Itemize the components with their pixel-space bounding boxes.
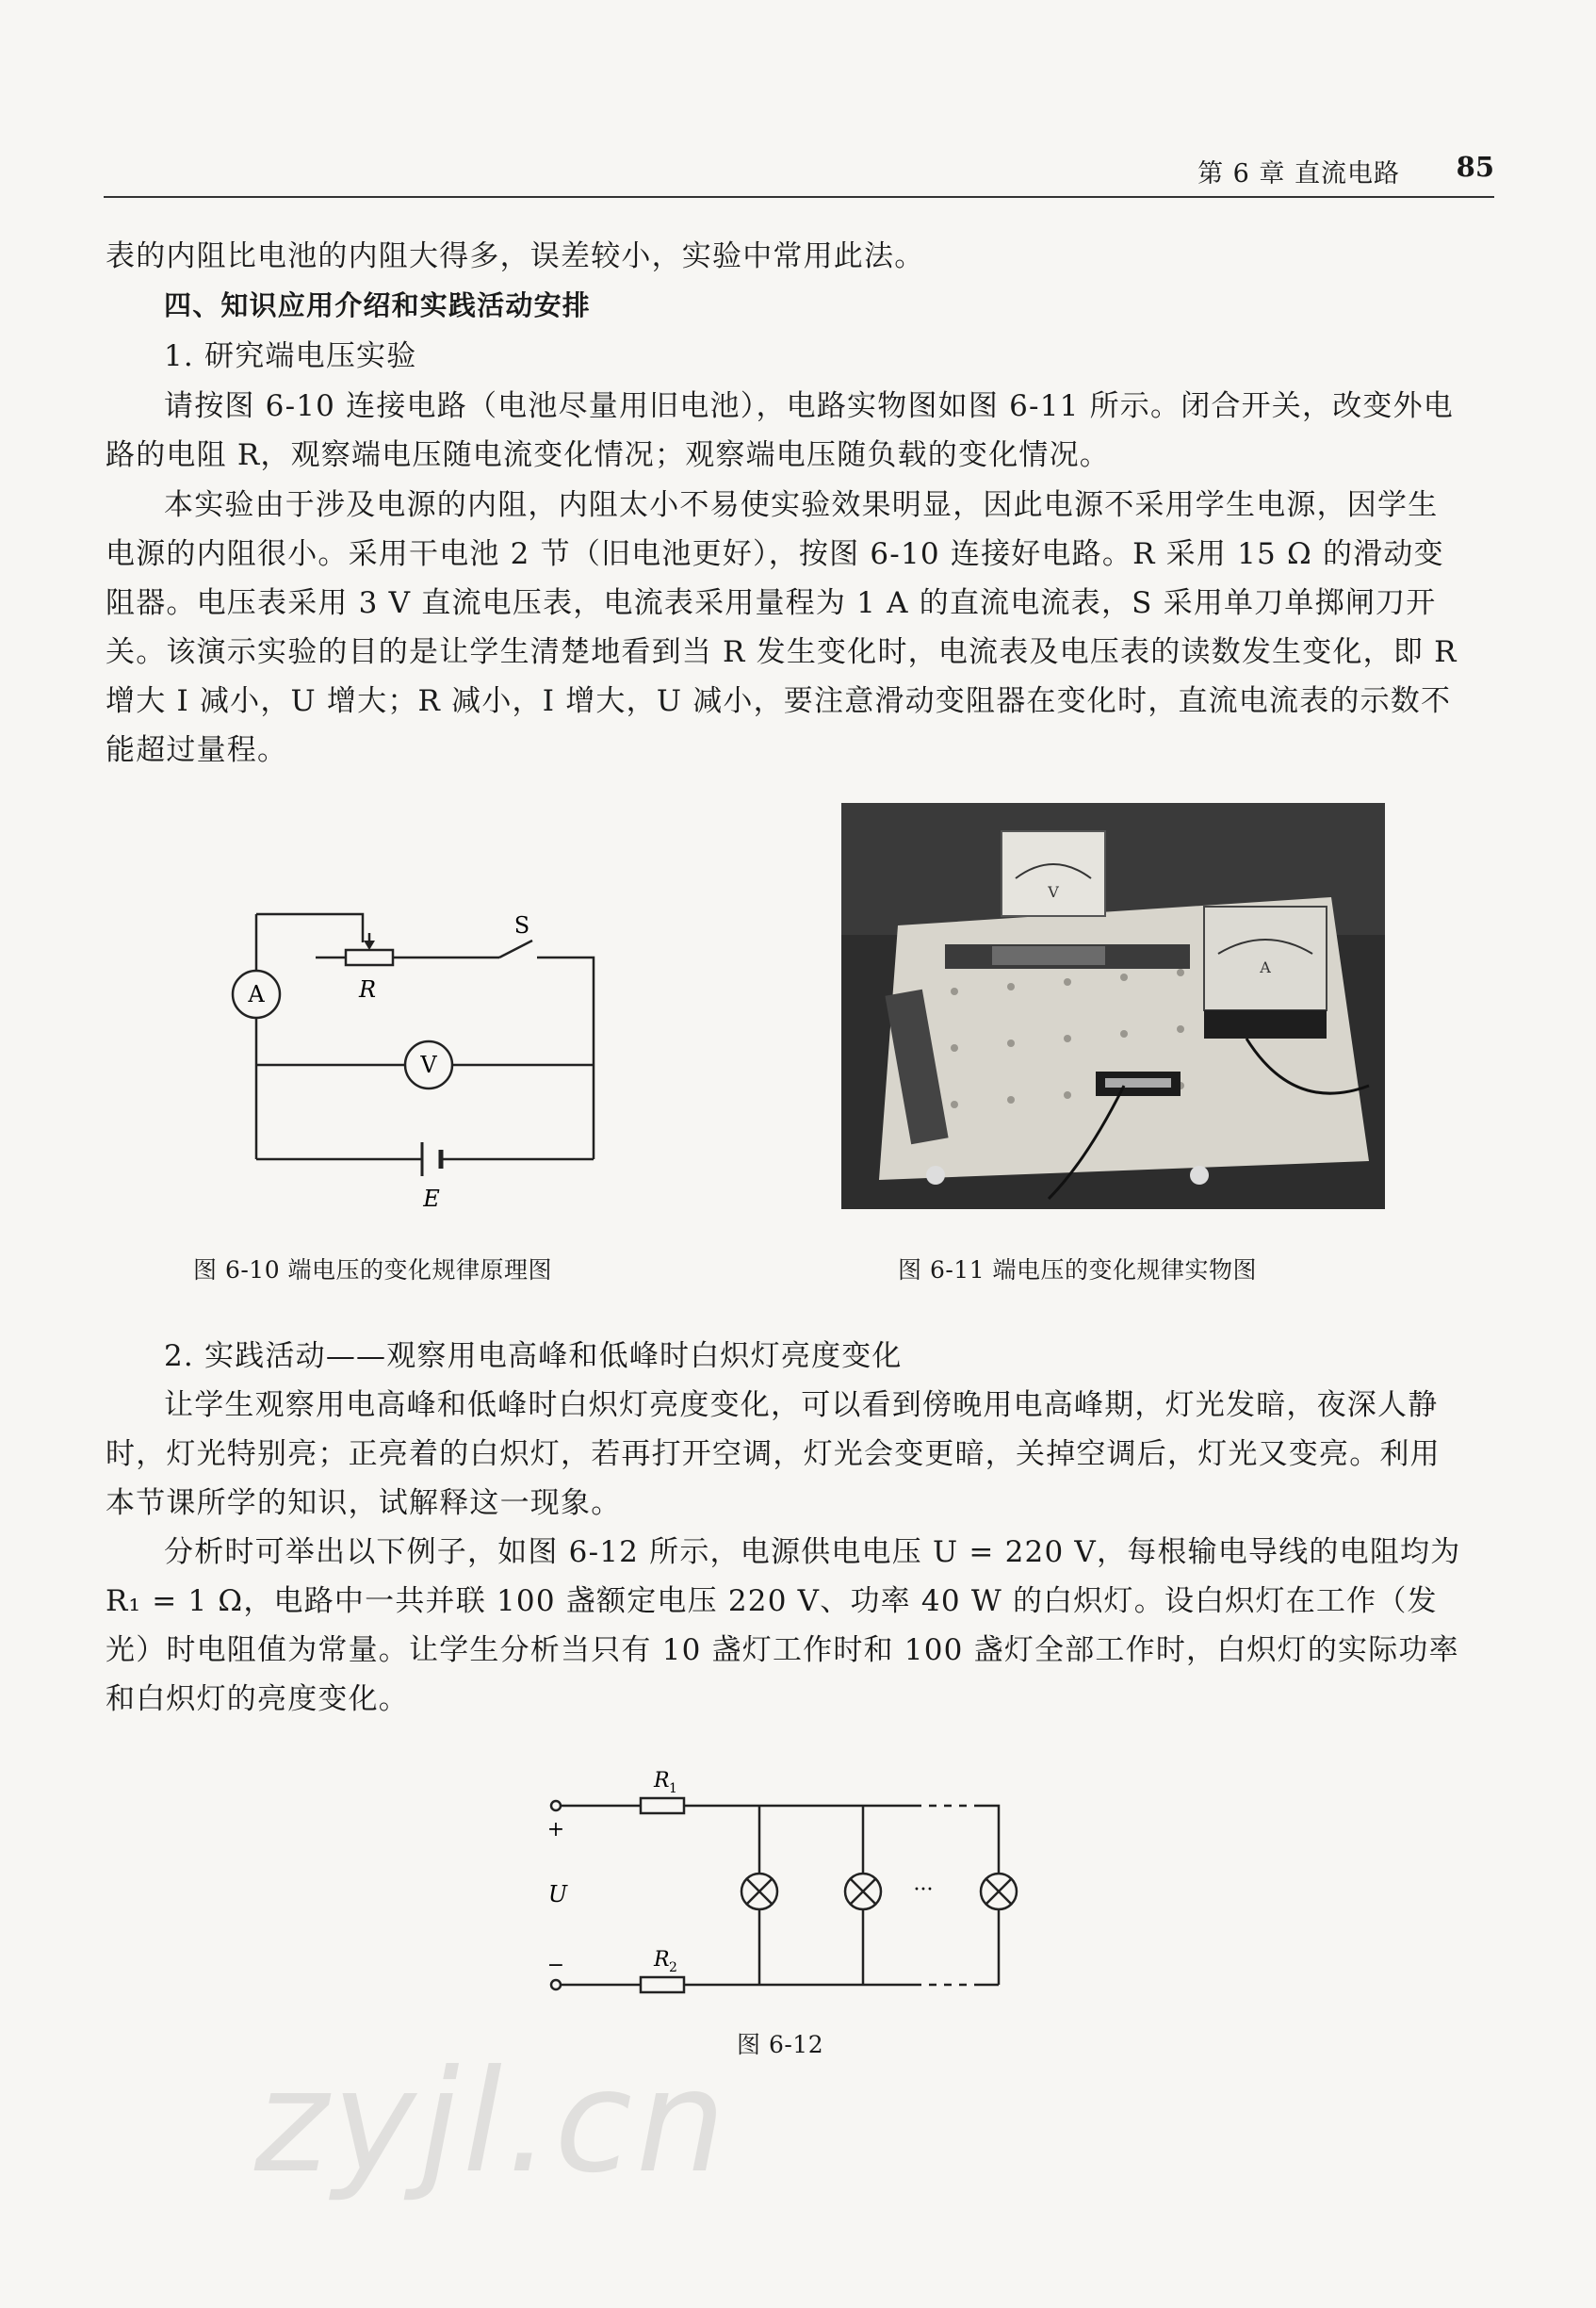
- figure-6-10-caption: 图 6-10 端电压的变化规律原理图: [193, 1256, 553, 1284]
- voltmeter-label: V: [420, 1052, 437, 1078]
- r1-subscript: 1: [669, 1781, 677, 1796]
- minus-terminal-label: −: [546, 1954, 565, 1977]
- paragraph-2: 本实验由于涉及电源的内阻，内阻太小不易使实验效果明显，因此电源不采用学生电源，因学生电源的内阻很小。采用干电池 2 节（旧电池更好），按图 6-10 连接好电路。R 采用 15 Ω 的滑动变阻器。电压表采用 3 V 直流电压表，电流表采用量程为 1 A 的直流电流表，S 采用单刀单掷闸刀开关。该演示实验的目的是让学生清楚地看到当 R 发生变化时，电流表及电压表的读数发生变化，即 R 增大 I 减小，U 增大；R 减小，I 增大，U 减小，要注意滑动变阻器在变化时，直流电流表的示数不能超过量程。: [106, 488, 1458, 767]
- photo-voltmeter-label: V: [1048, 883, 1059, 901]
- photo-ammeter-label: A: [1260, 958, 1271, 976]
- paragraph-continued: 表的内阻比电池的内阻大得多，误差较小，实验中常用此法。: [106, 239, 925, 273]
- chapter-title: 第 6 章 直流电路: [1197, 159, 1400, 188]
- subsection-heading-2: 2. 实践活动——观察用电高峰和低峰时白炽灯亮度变化: [164, 1339, 903, 1373]
- figure-6-11-caption: 图 6-11 端电压的变化规律实物图: [898, 1256, 1258, 1284]
- paragraph-3: 让学生观察用电高峰和低峰时白炽灯亮度变化，可以看到傍晚用电高峰期，灯光发暗，夜深人静时，灯光特别亮；正亮着的白炽灯，若再打开空调，灯光会变更暗，关掉空调后，灯光又变亮。利用本节课所学的知识，试解释这一现象。: [106, 1388, 1441, 1520]
- voltage-label: U: [547, 1881, 568, 1907]
- paragraph-4: 分析时可举出以下例子，如图 6-12 所示，电源供电电压 U = 220 V，每根输电导线的电阻均为 R₁ = 1 Ω，电路中一共并联 100 盏额定电压 220 V、功率 40 W 的白炽灯。设白炽灯在工作（发光）时电阻值为常量。让学生分析当只有 10 盏灯工作时和 100 盏灯全部工作时，白炽灯的实际功率和白炽灯的亮度变化。: [106, 1535, 1461, 1716]
- watermark: zyjl.cn: [254, 2040, 730, 2204]
- figure-6-12-caption: 图 6-12: [737, 2031, 824, 2058]
- r1-label: R: [654, 1769, 670, 1792]
- rheostat-label: R: [358, 976, 377, 1003]
- continuation-dots: ···: [913, 1878, 934, 1902]
- r2-label: R: [654, 1948, 670, 1972]
- paragraph-1: 请按图 6-10 连接电路（电池尽量用旧电池），电路实物图如图 6-11 所示。闭合开关，改变外电路的电阻 R，观察端电压随电流变化情况；观察端电压随负载的变化情况。: [106, 389, 1454, 472]
- battery-label: E: [423, 1186, 440, 1212]
- figure-6-12-circuit: [537, 1762, 1027, 2007]
- page-header: [104, 141, 1494, 198]
- figure-6-10-circuit: [217, 895, 612, 1235]
- page-number: 85: [1456, 151, 1494, 183]
- subsection-heading-1: 1. 研究端电压实验: [164, 339, 417, 373]
- ammeter-label: A: [248, 981, 265, 1007]
- section-heading: 四、知识应用介绍和实践活动安排: [164, 289, 592, 321]
- figure-6-11-photo: [841, 803, 1385, 1209]
- plus-terminal-label: +: [546, 1818, 565, 1841]
- r2-subscript: 2: [669, 1960, 677, 1975]
- switch-label: S: [513, 912, 530, 939]
